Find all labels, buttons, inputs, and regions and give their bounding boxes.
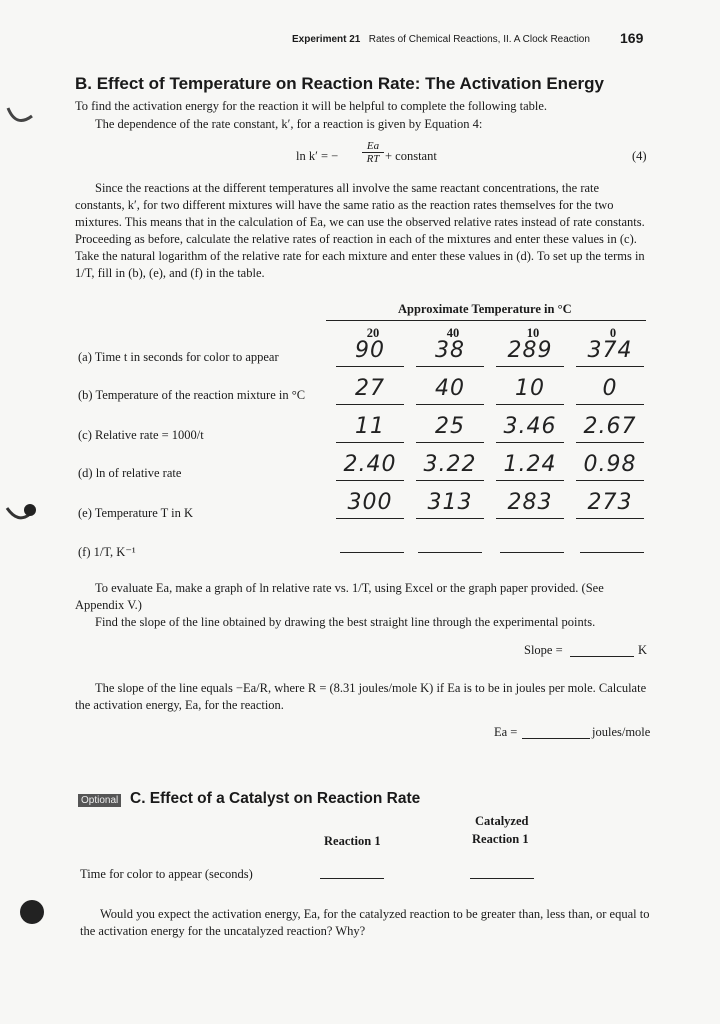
slope-unit: K (638, 643, 648, 657)
catalyzed-header-line1: Catalyzed (475, 814, 529, 828)
table-cell-blank[interactable] (340, 552, 404, 553)
table-title-rule (326, 320, 646, 321)
ea-label: Ea = (494, 725, 518, 739)
reaction-1-header: Reaction 1 (324, 834, 381, 848)
table-cell-blank[interactable] (576, 366, 644, 367)
equation-rhs: + constant (385, 149, 437, 163)
handwritten-value: 289 (507, 338, 553, 363)
table-cell-blank[interactable] (580, 552, 644, 553)
experiment-title: Rates of Chemical Reactions, II. A Clock Reaction (368, 34, 590, 45)
handwritten-value: 3.46 (503, 414, 557, 439)
column-header-20: 20 (366, 326, 380, 340)
handwritten-value: 1.24 (503, 452, 557, 477)
equation-denominator: RT (366, 153, 380, 165)
slope-paragraph: The slope of the line equals −Ea/R, where R = (8.31 joules/mole K) if Ea is to be in joules per mole. Calculate the activation energy, Ea, for the reaction. (75, 681, 647, 712)
handwritten-value: 40 (435, 376, 465, 401)
row-label-b: (b) Temperature of the reaction mixture in °C (78, 388, 306, 402)
table-title: Approximate Temperature in °C (398, 302, 572, 316)
experiment-label: Experiment 21 (292, 34, 361, 45)
section-b-paragraph: Since the reactions at the different temperatures all involve the same reactant concentrations, the rate constants, k′, for two different mixtures will have the same ratio as the reaction rates themselves for the two mixtures. This means that in the calculation of Ea, we can use the observed relative rates instead of rate constants. Proceeding as before, calculate the relative rates of reaction in each of the mixtures and enter these values in (c). Take the natural logarithm of the relative rate for each mixture and enter these values in (d). To set up the terms in 1/T, fill in (b), (e), and (f) in the table. (75, 181, 645, 280)
table-cell-blank[interactable] (336, 480, 404, 481)
handwritten-value: 2.40 (343, 452, 397, 477)
row-label-f: (f) 1/T, K⁻¹ (78, 545, 136, 559)
handwritten-value: 27 (355, 376, 385, 401)
optional-badge: Optional (78, 794, 121, 807)
row-label-e: (e) Temperature T in K (78, 506, 194, 520)
catalyst-question: Would you expect the activation energy, Ea, for the catalyzed reaction to be greater than, less than, or equal to the activation energy for the uncatalyzed reaction? Why? (80, 907, 650, 938)
handwritten-value: 11 (355, 414, 385, 439)
handwritten-value: 0.98 (583, 452, 637, 477)
handwritten-value: 90 (355, 338, 385, 363)
equation-fraction (362, 140, 384, 165)
evaluate-instructions: To evaluate Ea, make a graph of ln relative rate vs. 1/T, using Excel or the graph paper provided. (See Appendix V.) (75, 581, 604, 612)
binder-hole-mark-middle (4, 494, 38, 528)
table-cell-blank[interactable] (416, 404, 484, 405)
table-cell-blank[interactable] (336, 404, 404, 405)
table-cell-blank[interactable] (336, 366, 404, 367)
section-b-intro-1: To find the activation energy for the reaction it will be helpful to complete the following table. (75, 99, 548, 113)
column-header-0: 0 (609, 326, 617, 340)
table-cell-blank[interactable] (336, 518, 404, 519)
handwritten-value: 374 (587, 338, 633, 363)
table-cell-blank[interactable] (496, 366, 564, 367)
table-cell-blank[interactable] (496, 480, 564, 481)
time-color-label: Time for color to appear (seconds) (80, 867, 253, 881)
table-cell-blank[interactable] (496, 518, 564, 519)
ea-unit: joules/mole (592, 725, 651, 739)
table-cell-blank[interactable] (416, 518, 484, 519)
section-b-title: B. Effect of Temperature on Reaction Rate: The Activation Energy (75, 74, 604, 93)
handwritten-value: 300 (347, 490, 393, 515)
slope-input[interactable] (570, 656, 634, 657)
table-cell-blank[interactable] (336, 442, 404, 443)
ea-input[interactable] (522, 738, 590, 739)
column-header-40: 40 (446, 326, 460, 340)
page-number: 169 (620, 30, 644, 46)
table-cell-blank[interactable] (576, 480, 644, 481)
handwritten-value: 38 (435, 338, 465, 363)
table-cell-blank[interactable] (576, 404, 644, 405)
section-c-title: C. Effect of a Catalyst on Reaction Rate (130, 790, 421, 807)
equation-lhs: ln k′ = − (296, 149, 339, 163)
table-cell-blank[interactable] (416, 366, 484, 367)
table-cell-blank[interactable] (576, 442, 644, 443)
equation-numerator: Ea (362, 140, 384, 153)
handwritten-value: 273 (587, 490, 633, 515)
row-label-a: (a) Time t in seconds for color to appear (78, 350, 279, 364)
table-cell-blank[interactable] (496, 442, 564, 443)
table-cell-blank[interactable] (576, 518, 644, 519)
table-cell-blank[interactable] (500, 552, 564, 553)
handwritten-value: 313 (427, 490, 473, 515)
handwritten-value: 10 (515, 376, 545, 401)
equation-number: (4) (632, 149, 647, 163)
binder-hole-mark-top (4, 100, 34, 130)
catalyzed-header-line2: Reaction 1 (472, 832, 529, 846)
table-cell-blank[interactable] (416, 480, 484, 481)
running-header (292, 34, 590, 45)
handwritten-value: 3.22 (423, 452, 477, 477)
row-label-d: (d) ln of relative rate (78, 466, 182, 480)
reaction-1-time-input[interactable] (320, 878, 384, 879)
table-cell-blank[interactable] (418, 552, 482, 553)
handwritten-value: 2.67 (583, 414, 637, 439)
section-b-intro-2: The dependence of the rate constant, k′, for a reaction is given by Equation 4: (95, 117, 483, 131)
catalyzed-time-input[interactable] (470, 878, 534, 879)
column-header-10: 10 (526, 326, 540, 340)
table-cell-blank[interactable] (416, 442, 484, 443)
table-cell-blank[interactable] (496, 404, 564, 405)
handwritten-value: 0 (602, 376, 618, 401)
handwritten-value: 25 (435, 414, 465, 439)
row-label-c: (c) Relative rate = 1000/t (78, 428, 204, 442)
handwritten-value: 283 (507, 490, 553, 515)
slope-label: Slope = (524, 643, 563, 657)
binder-hole-mark-bottom (14, 896, 46, 928)
slope-instructions: Find the slope of the line obtained by drawing the best straight line through the experimental points. (95, 615, 596, 629)
